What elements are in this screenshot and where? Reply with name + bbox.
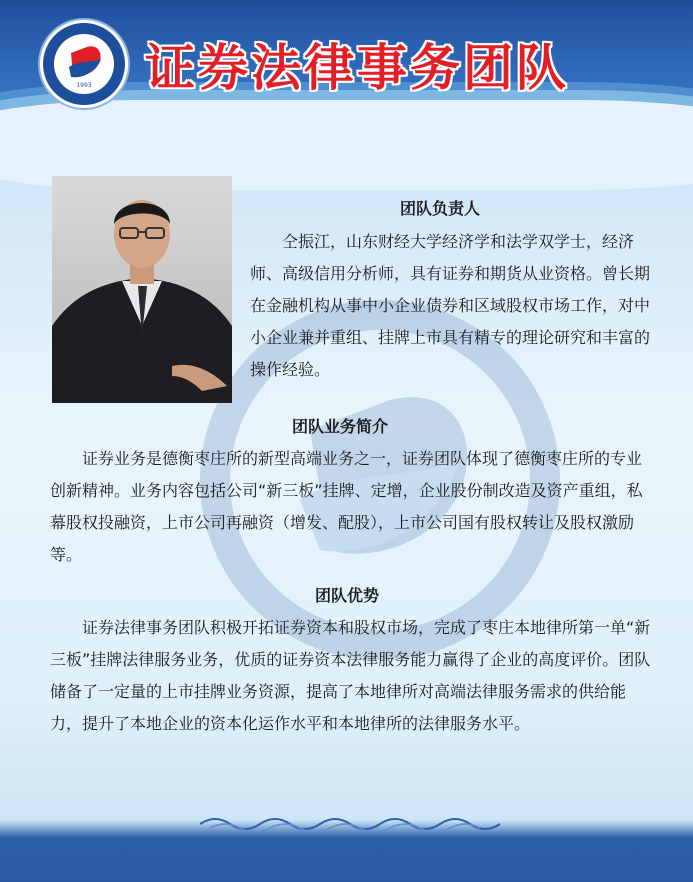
firm-logo-icon bbox=[40, 20, 128, 108]
advantage-heading: 团队优势 bbox=[315, 586, 380, 605]
wave-ornament-icon bbox=[200, 812, 500, 832]
leader-photo bbox=[52, 176, 232, 403]
intro-heading: 团队业务简介 bbox=[292, 417, 389, 436]
page-title: 证券法律事务团队 bbox=[145, 39, 569, 97]
leader-heading: 团队负责人 bbox=[400, 199, 481, 218]
leader-text: 仝振江，山东财经大学经济学和法学双学士，经济师、高级信用分析师，具有证券和期货从业资格。曾长期在金融机构从事中小企业债券和区域股权市场工作，对中小企业兼并重组、挂牌上市具有精专的理论研究和丰富的操作经验。 bbox=[250, 232, 651, 379]
intro-text: 证券业务是德衡枣庄所的新型高端业务之一，证券团队体现了德衡枣庄所的专业创新精神。业务内容包括公司“新三板”挂牌、定增，企业股份制改造及资产重组，私幕股权投融资，上市公司再融资（增发、配股），上市公司国有股权转让及股权激励等。 bbox=[50, 449, 643, 564]
logo-year: 1993 bbox=[76, 82, 92, 89]
portrait-image bbox=[52, 176, 232, 403]
logo-emblem bbox=[43, 23, 125, 105]
advantage-text: 证券法律事务团队积极开拓证券资本和股权市场，完成了枣庄本地律所第一单“新三板”挂牌法律服务业务，优质的证券资本法律服务能力赢得了企业的高度评价。团队储备了一定量的上市挂牌业务资源，提高了本地律所对高端法律服务需求的供给能力，提升了本地企业的资本化运作水平和本地律所的法律服务水平。 bbox=[50, 618, 651, 733]
